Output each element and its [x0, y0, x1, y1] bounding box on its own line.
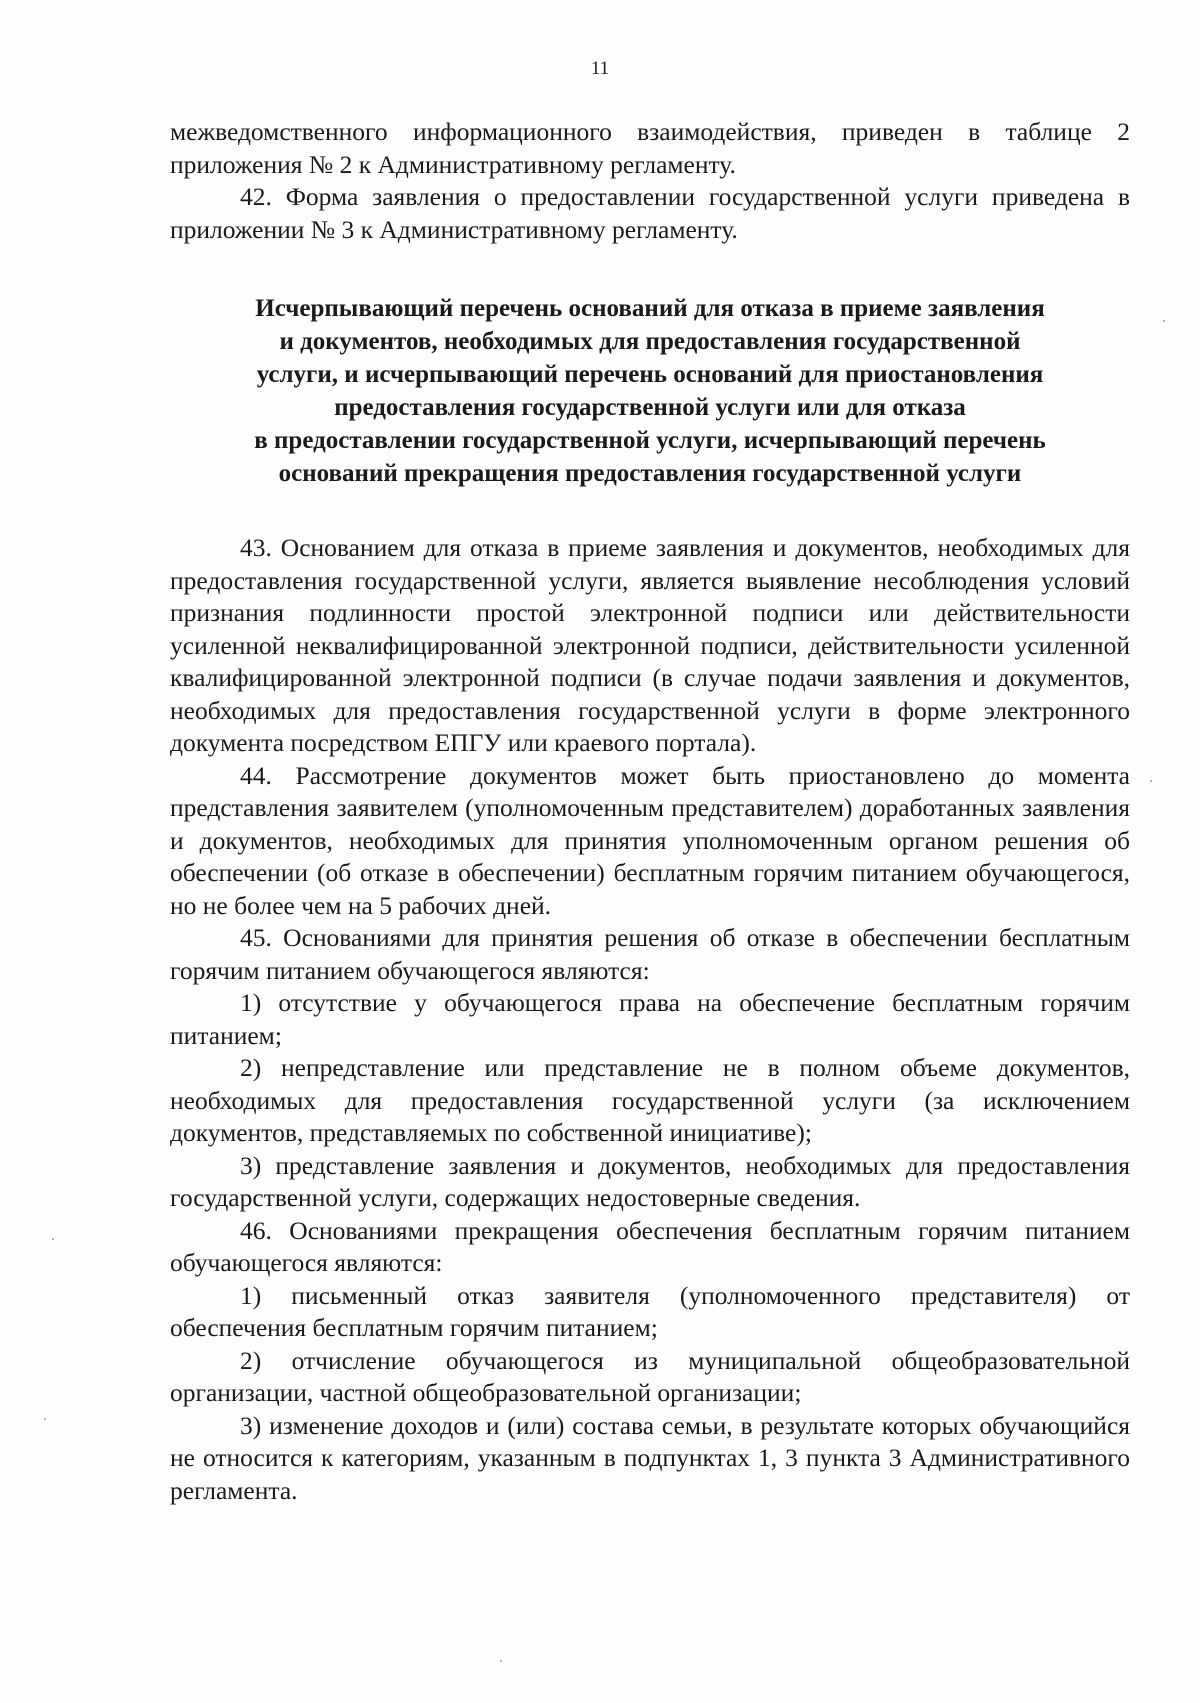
heading-line: в предоставлении государственной услуги, исчерпывающий перечень [254, 427, 1046, 454]
paragraph-continuation: межведомственного информационного взаимодействия, приведен в таблице 2 приложения № 2 к Административному регламенту. [170, 117, 1130, 179]
paragraph-43: 43. Основанием для отказа в приеме заявления и документов, необходимых для предоставления государственной услуги, является выявление несоблюдения условий признания подлинности простой электронной подписи или действительности усиленной неквалифицированной электронной подписи, действительности усиленной квалифицированной электронной подписи (в случае подачи заявления и документов, необходимых для предоставления государственной услуги в форме электронного документа посредством ЕПГУ или краевого портала). [170, 533, 1130, 757]
paragraph-42: 42. Форма заявления о предоставлении государственной услуги приведена в приложении № 3 к Административному регламенту. [170, 182, 1130, 244]
list-item-46-3: 3) изменение доходов и (или) состава семьи, в результате которых обучающийся не относится к категориям, указанным в подпунктах 1, 3 пункта 3 Административного регламента. [170, 1410, 1130, 1505]
list-item-46-1: 1) письменный отказ заявителя (уполномоченного представителя) от обеспечения бесплатным горячим питанием; [170, 1280, 1130, 1342]
page-number: 11 [590, 58, 610, 79]
list-item-45-2: 2) непредставление или представление не в полном объеме документов, необходимых для предоставления государственной услуги (за исключением документов, представляемых по собственной инициативе); [170, 1053, 1130, 1147]
list-item-46-2: 2) отчисление обучающегося из муниципальной общеобразовательной организации, частной общеобразовательной организации; [170, 1345, 1130, 1407]
heading-line: оснований прекращения предоставления государственной услуги [278, 460, 1022, 487]
list-item-45-1: 1) отсутствие у обучающегося права на обеспечение бесплатным горячим питанием; [170, 988, 1130, 1050]
paragraph-46: 46. Основаниями прекращения обеспечения бесплатным горячим питанием обучающегося являются: [170, 1215, 1130, 1277]
paragraph-44: 44. Рассмотрение документов может быть приостановлено до момента представления заявителем (уполномоченным представителем) доработанных заявления и документов, необходимых для принятия уполномоченным органом решения об обеспечении (об отказе в обеспечении) бесплатным горячим питанием обучающегося, но не более чем на 5 рабочих дней. [170, 760, 1130, 920]
scan-speck [1163, 320, 1165, 322]
heading-line: предоставления государственной услуги или для отказа [334, 394, 966, 421]
document-body [170, 116, 1130, 1507]
heading-line: Исчерпывающий перечень оснований для отказа в приеме заявления [255, 295, 1045, 322]
section-heading [170, 292, 1130, 490]
scan-speck [52, 1238, 54, 1240]
scan-speck [500, 1660, 502, 1662]
paragraph-45: 45. Основаниями для принятия решения об отказе в обеспечении бесплатным горячим питанием обучающегося являются: [170, 923, 1130, 985]
heading-line: и документов, необходимых для предоставления государственной [279, 328, 1021, 355]
scan-speck [1150, 780, 1152, 782]
scan-speck [44, 1418, 46, 1420]
list-item-45-3: 3) представление заявления и документов, необходимых для предоставления государственной услуги, содержащих недостоверные сведения. [170, 1150, 1130, 1212]
heading-line: услуги, и исчерпывающий перечень оснований для приостановления [256, 361, 1044, 388]
